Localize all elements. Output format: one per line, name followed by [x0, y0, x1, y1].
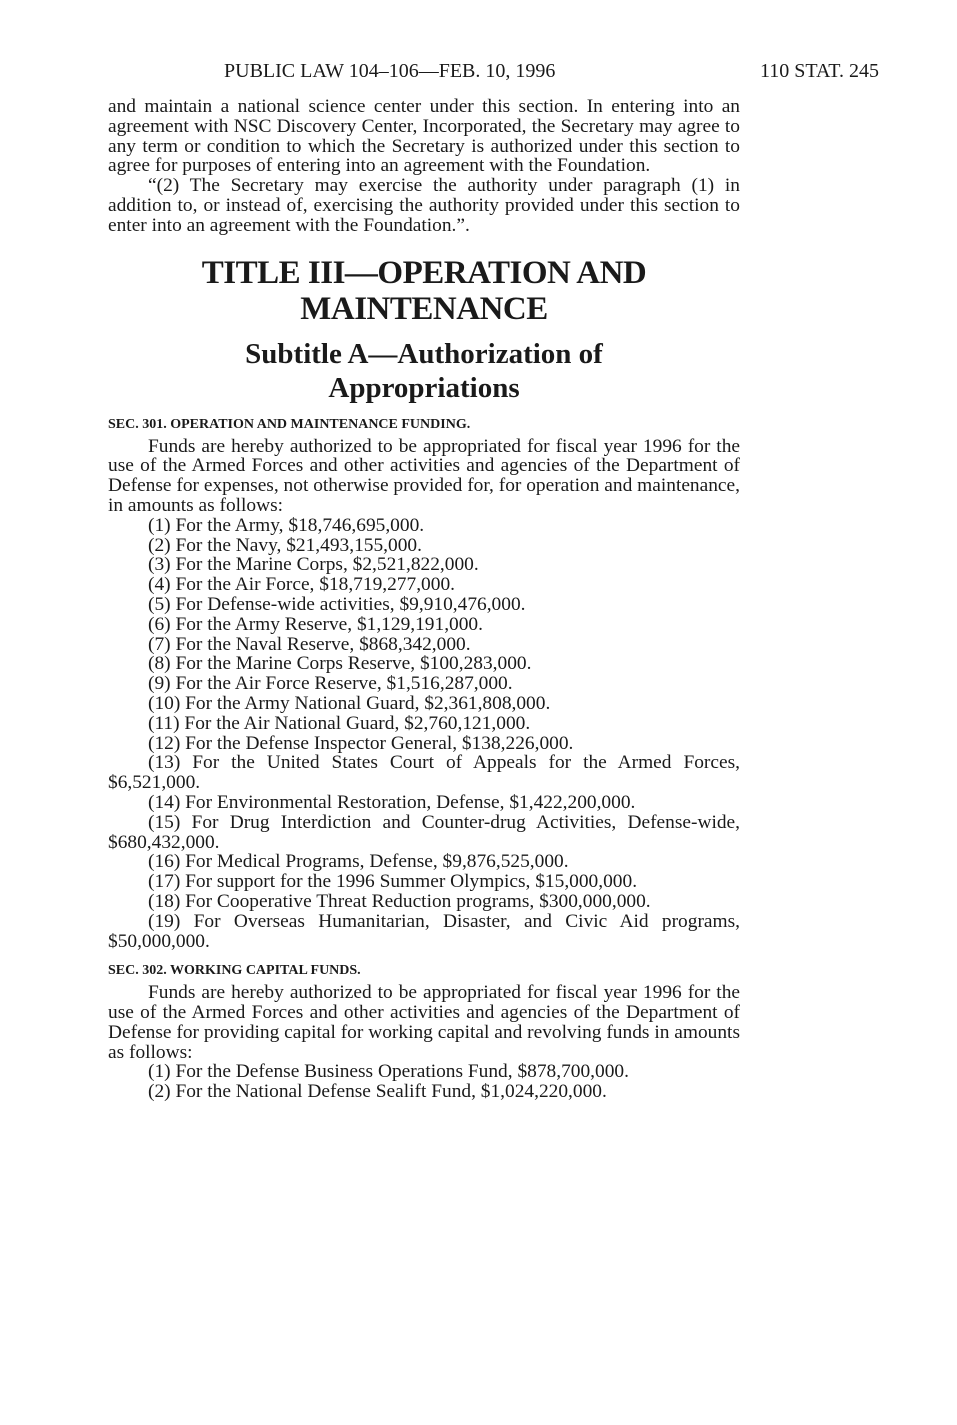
- list-item: (1) For the Defense Business Operations Fund, $878,700,000.: [148, 1061, 629, 1083]
- list-item: (3) For the Marine Corps, $2,521,822,000.: [148, 554, 479, 576]
- section-301-heading: SEC. 301. OPERATION AND MAINTENANCE FUNDING.: [108, 416, 471, 432]
- subtitle-heading: [108, 337, 740, 405]
- section-301-intro: Funds are hereby authorized to be appropriated for fiscal year 1996 for the use of the Armed Forces and other activities and agencies of the Department of Defense for expenses, not otherwise provided for, for operation and maintenance, in amounts as follows:: [108, 435, 740, 516]
- list-item: (19) For Overseas Humanitarian, Disaster, and Civic Aid programs, $50,000,000.: [108, 910, 740, 952]
- list-item: (18) For Cooperative Threat Reduction programs, $300,000,000.: [148, 890, 651, 912]
- list-item: (9) For the Air Force Reserve, $1,516,287,000.: [148, 673, 513, 695]
- section-302-intro: Funds are hereby authorized to be appropriated for fiscal year 1996 for the use of the Armed Forces and other activities and agencies of the Department of Defense for providing capital for working capital and revolving funds in amounts as follows:: [108, 982, 740, 1063]
- section-301-items: [108, 516, 740, 952]
- list-item: (1) For the Army, $18,746,695,000.: [148, 514, 425, 536]
- section-302-items: [108, 1062, 740, 1102]
- list-item: (2) For the Navy, $21,493,155,000.: [148, 534, 422, 556]
- list-item: (7) For the Naval Reserve, $868,342,000.: [148, 633, 471, 655]
- list-item: (11) For the Air National Guard, $2,760,121,000.: [148, 712, 531, 734]
- list-item: (2) For the National Defense Sealift Fund, $1,024,220,000.: [148, 1081, 607, 1103]
- subtitle-line-2: Appropriations: [328, 371, 520, 404]
- section-302-heading: SEC. 302. WORKING CAPITAL FUNDS.: [108, 963, 361, 979]
- list-item: (10) For the Army National Guard, $2,361,808,000.: [148, 692, 551, 714]
- list-item: (14) For Environmental Restoration, Defense, $1,422,200,000.: [148, 791, 636, 813]
- list-item: (6) For the Army Reserve, $1,129,191,000.: [148, 613, 483, 635]
- title-line-2: MAINTENANCE: [300, 290, 548, 327]
- list-item: (13) For the United States Court of Appeals for the Armed Forces, $6,521,000.: [108, 752, 740, 794]
- list-item: (17) For support for the 1996 Summer Olympics, $15,000,000.: [148, 871, 638, 893]
- subtitle-line-1: Subtitle A—Authorization of: [245, 337, 603, 370]
- intro-paragraph-2: “(2) The Secretary may exercise the authority under paragraph (1) in addition to, or instead of, exercising the authority provided under this section to enter into an agreement with the Foundation.”.: [108, 175, 740, 236]
- list-item: (15) For Drug Interdiction and Counter-drug Activities, Defense-wide, $680,432,000.: [108, 811, 740, 853]
- document-body: [108, 97, 740, 1102]
- list-item: (4) For the Air Force, $18,719,277,000.: [148, 574, 455, 596]
- running-header: [224, 60, 879, 90]
- header-page-number: 110 STAT. 245: [760, 60, 879, 82]
- list-item: (12) For the Defense Inspector General, $138,226,000.: [148, 732, 574, 754]
- list-item: (5) For Defense-wide activities, $9,910,476,000.: [148, 593, 526, 615]
- intro-paragraph-1: and maintain a national science center under this section. In entering into an agreement with NSC Discovery Center, Incorporated, the Secretary may agree to any term or condition to which the Secretary is authorized under this section to agree for purposes of entering into an agreement with the Foundation.: [108, 96, 740, 177]
- list-item: (16) For Medical Programs, Defense, $9,876,525,000.: [148, 851, 569, 873]
- title-line-1: TITLE III—OPERATION AND: [201, 254, 647, 291]
- header-citation: PUBLIC LAW 104–106—FEB. 10, 1996: [224, 60, 556, 82]
- list-item: (8) For the Marine Corps Reserve, $100,283,000.: [148, 653, 532, 675]
- title-heading: [108, 255, 740, 327]
